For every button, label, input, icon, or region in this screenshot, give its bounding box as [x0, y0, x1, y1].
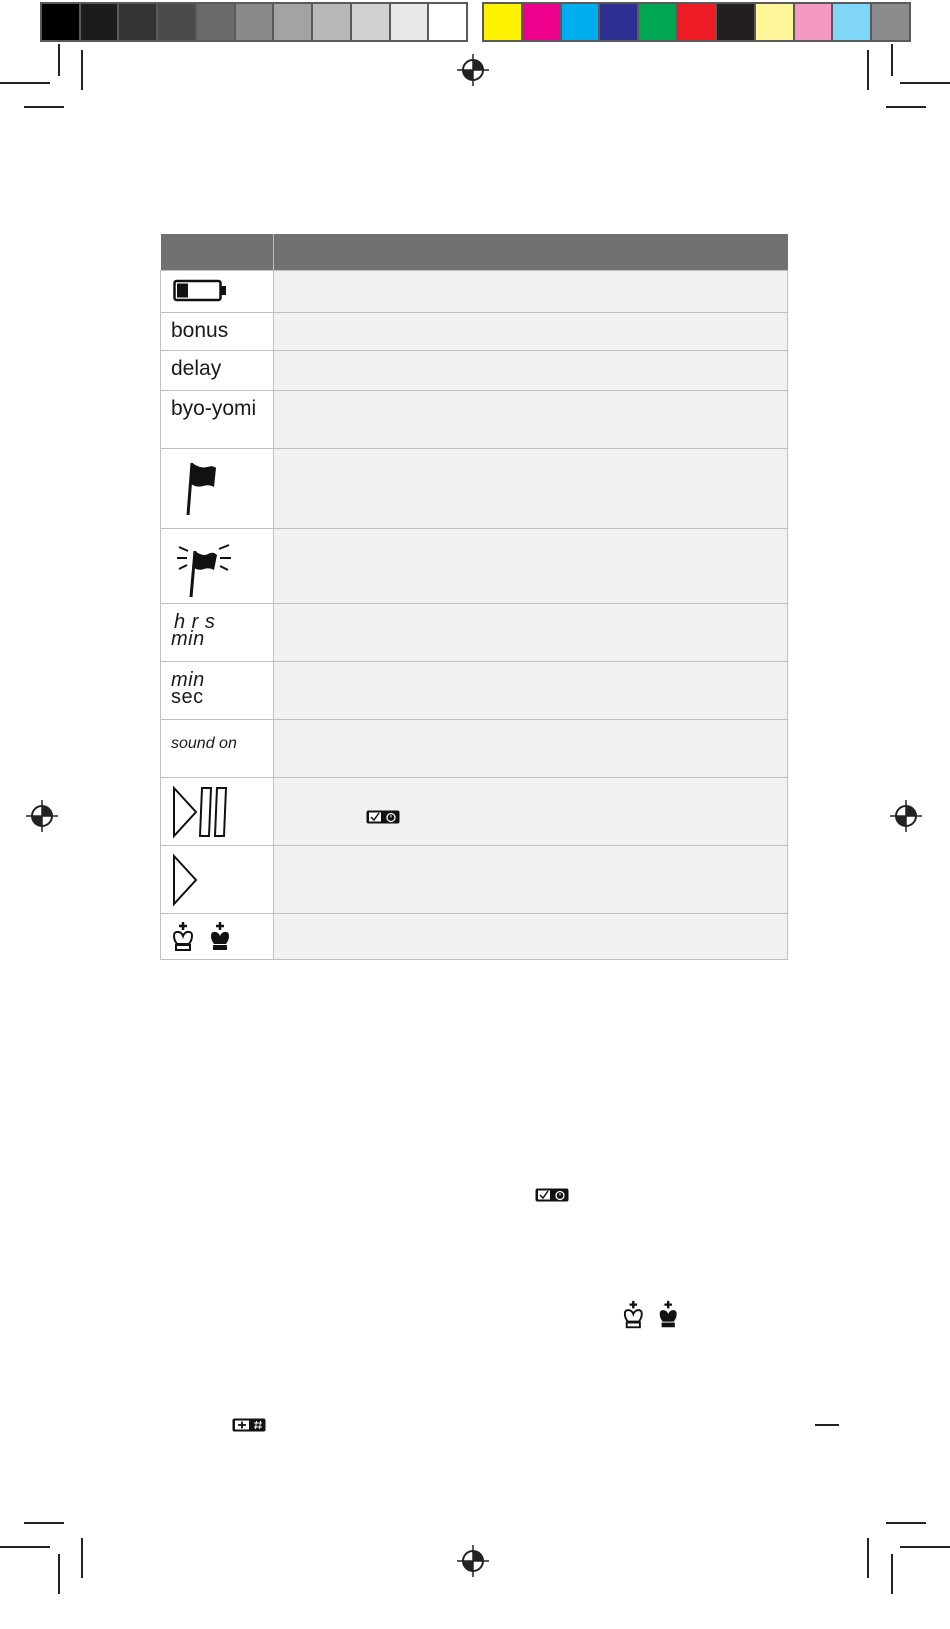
min-text: min	[171, 669, 205, 691]
byo-yomi-label: byo-yomi	[171, 397, 257, 420]
color-swatch	[197, 4, 236, 40]
color-swatch	[429, 4, 466, 40]
crop-mark	[0, 1546, 50, 1548]
crop-mark	[867, 1538, 869, 1578]
table-row	[161, 846, 788, 914]
table-header-cell	[274, 234, 788, 271]
color-swatch	[795, 4, 834, 40]
play-icon	[171, 852, 205, 908]
table-row	[161, 391, 788, 449]
crop-mark	[891, 1554, 893, 1594]
color-swatch	[678, 4, 717, 40]
description-cell	[274, 529, 788, 604]
table-header-cell	[161, 234, 274, 271]
table-row	[161, 604, 788, 662]
table-row	[161, 720, 788, 778]
table-row	[161, 313, 788, 351]
color-swatch	[42, 4, 81, 40]
hrs-min-label	[161, 604, 273, 648]
description-cell	[274, 449, 788, 529]
color-swatch	[81, 4, 120, 40]
color-swatch	[872, 4, 909, 40]
registration-mark-icon	[890, 800, 922, 832]
description-cell	[274, 778, 788, 846]
bonus-label: bonus	[171, 319, 229, 342]
color-swatch	[274, 4, 313, 40]
crop-mark	[900, 82, 950, 84]
color-swatch	[600, 4, 639, 40]
registration-mark-icon	[26, 800, 58, 832]
check-clock-key-icon	[535, 1188, 569, 1202]
display-symbols-table	[160, 234, 788, 960]
symbol-cell	[161, 604, 274, 662]
symbol-cell	[161, 529, 274, 604]
min-sec-label	[161, 662, 273, 706]
color-swatch	[484, 4, 523, 40]
description-cell	[274, 662, 788, 720]
crop-mark	[0, 82, 50, 84]
description-cell	[274, 271, 788, 313]
crop-mark	[886, 1522, 926, 1524]
crop-mark	[891, 44, 893, 76]
color-bar-process	[482, 2, 911, 42]
battery-low-icon	[173, 278, 229, 304]
color-swatch	[236, 4, 275, 40]
color-swatch	[523, 4, 562, 40]
symbol-cell	[161, 914, 274, 960]
table-row	[161, 271, 788, 313]
description-cell	[274, 604, 788, 662]
table-row	[161, 449, 788, 529]
description-cell	[274, 846, 788, 914]
white-black-king-icon	[171, 920, 241, 954]
play-pause-icon	[171, 784, 235, 840]
color-swatch	[391, 4, 430, 40]
table-row	[161, 529, 788, 604]
table-row	[161, 914, 788, 960]
registration-mark-icon	[457, 54, 489, 86]
color-swatch	[717, 4, 756, 40]
color-swatch	[562, 4, 601, 40]
symbol-cell	[161, 391, 274, 449]
table-header-row	[161, 234, 788, 271]
color-swatch	[639, 4, 678, 40]
symbol-cell	[161, 662, 274, 720]
color-bar-grayscale	[40, 2, 468, 42]
flashing-flag-icon	[175, 537, 235, 599]
page-number-rule	[815, 1424, 839, 1426]
crop-mark	[58, 44, 60, 76]
crop-mark	[867, 50, 869, 90]
sound-on-label: sound on	[171, 735, 237, 752]
description-cell	[274, 914, 788, 960]
color-swatch	[313, 4, 352, 40]
color-swatch	[352, 4, 391, 40]
crop-mark	[58, 1554, 60, 1594]
symbol-cell	[161, 313, 274, 351]
description-cell	[274, 313, 788, 351]
symbol-cell	[161, 720, 274, 778]
table-row	[161, 351, 788, 391]
crop-mark	[81, 1538, 83, 1578]
symbol-cell	[161, 778, 274, 846]
symbol-cell	[161, 271, 274, 313]
crop-mark	[81, 50, 83, 90]
min-text: min	[171, 628, 205, 650]
hrs-text: h r s	[174, 611, 216, 633]
color-swatch	[158, 4, 197, 40]
delay-label: delay	[171, 357, 222, 380]
table-row	[161, 662, 788, 720]
color-swatch	[119, 4, 158, 40]
sec-text: sec	[171, 686, 204, 708]
description-cell	[274, 351, 788, 391]
symbol-cell	[161, 846, 274, 914]
white-black-king-icon	[622, 1298, 688, 1332]
crop-mark	[886, 106, 926, 108]
table-row	[161, 778, 788, 846]
registration-mark-icon	[457, 1545, 489, 1577]
symbol-cell	[161, 449, 274, 529]
crop-mark	[900, 1546, 950, 1548]
description-cell	[274, 391, 788, 449]
color-swatch	[756, 4, 795, 40]
color-swatch	[833, 4, 872, 40]
crop-mark	[24, 106, 64, 108]
crop-mark	[24, 1522, 64, 1524]
check-clock-key-icon	[366, 810, 400, 824]
description-cell	[274, 720, 788, 778]
flag-icon	[183, 459, 233, 519]
symbol-cell	[161, 351, 274, 391]
plus-hash-key-icon	[232, 1418, 266, 1432]
